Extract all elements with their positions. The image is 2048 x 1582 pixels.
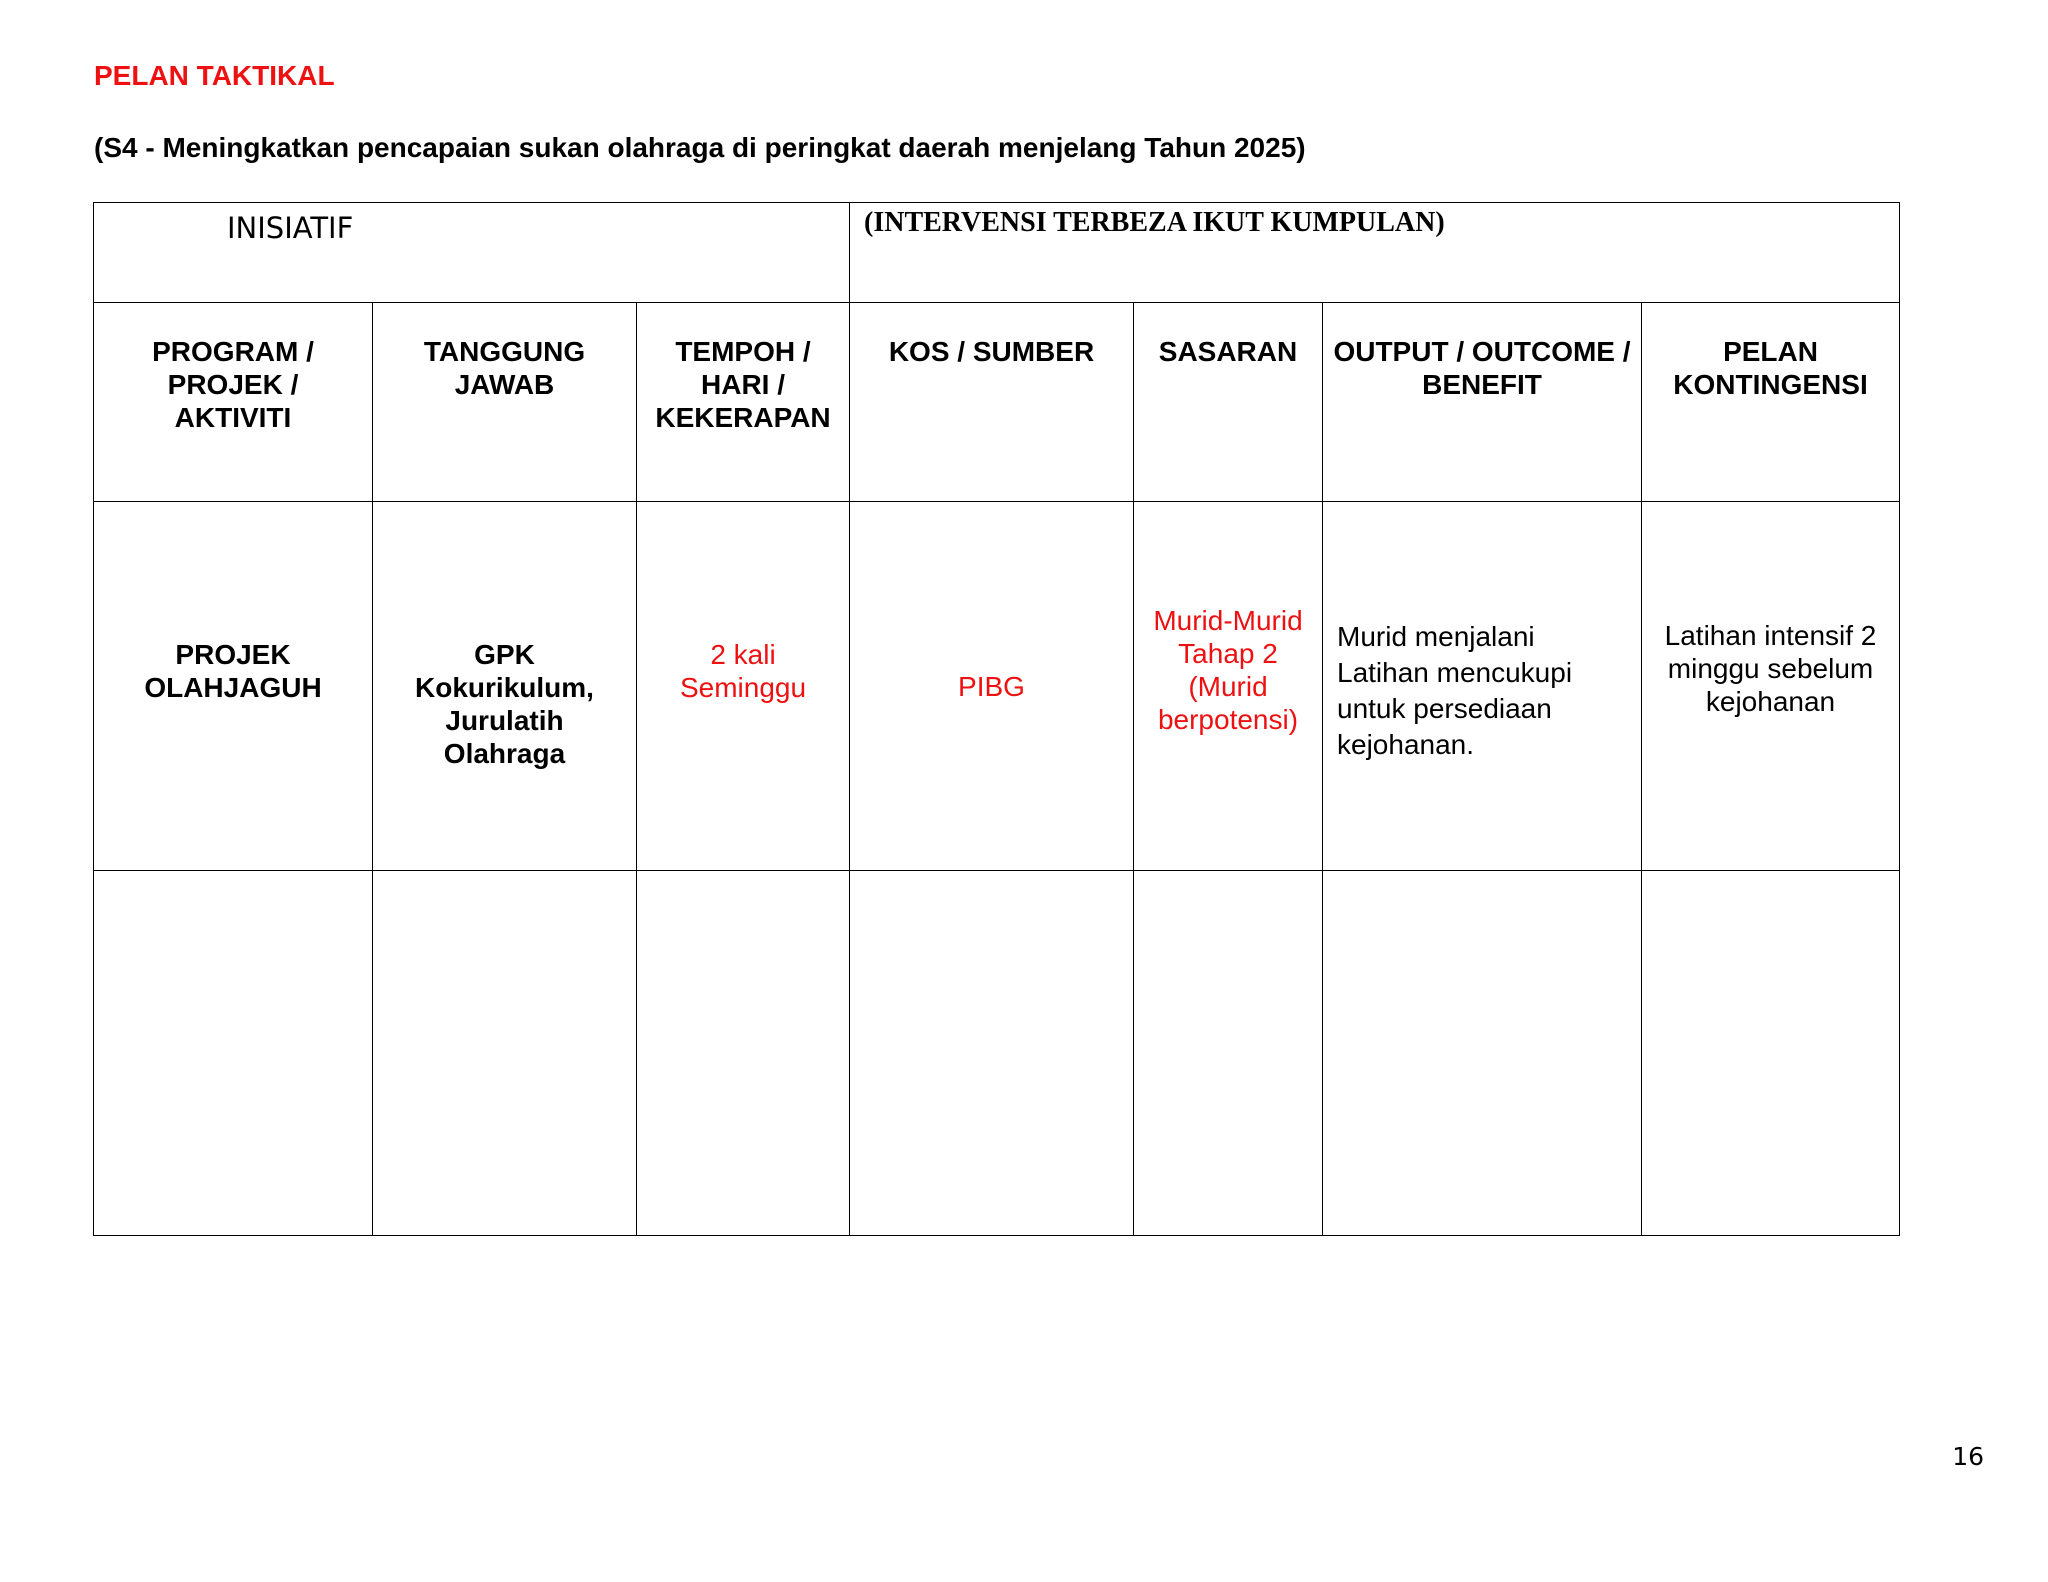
header-target-text: SASARAN: [1158, 336, 1298, 367]
intervention-label: (INTERVENSI TERBEZA IKUT KUMPULAN): [850, 203, 1900, 303]
cell-responsible-text: GPK Kokurikulum, Jurulatih Olahraga: [415, 639, 594, 769]
header-contingency-text: PELAN KONTINGENSI: [1673, 336, 1868, 400]
cell-empty: [1134, 871, 1323, 1236]
header-target: [1134, 303, 1323, 502]
cell-empty: [850, 871, 1134, 1236]
table-row: [94, 871, 1900, 1236]
header-output-text: OUTPUT / OUTCOME / BENEFIT: [1333, 336, 1631, 400]
tactical-plan-table: [93, 202, 1900, 1236]
header-program-text: PROGRAM / PROJEK / AKTIVITI: [152, 336, 314, 433]
document-title: PELAN TAKTIKAL: [94, 60, 335, 91]
cell-target: [1134, 502, 1323, 871]
cell-empty: [94, 871, 373, 1236]
cell-responsible: [373, 502, 637, 871]
header-program: [94, 303, 373, 502]
header-contingency: [1642, 303, 1900, 502]
initiative-row: [94, 203, 1900, 303]
cell-empty: [1642, 871, 1900, 1236]
cell-duration-text: 2 kali Seminggu: [679, 639, 807, 703]
table-row: [94, 502, 1900, 871]
page-number: 16: [1952, 1442, 1984, 1471]
document-subtitle: (S4 - Meningkatkan pencapaian sukan olahraga di peringkat daerah menjelang Tahun 2025): [94, 132, 1306, 163]
cell-empty: [637, 871, 850, 1236]
cell-program-text: PROJEK OLAHJAGUH: [144, 639, 322, 703]
header-responsible: [373, 303, 637, 502]
cell-duration: [637, 502, 850, 871]
cell-cost: [850, 502, 1134, 871]
initiative-label: INISIATIF: [94, 203, 850, 303]
header-cost-text: KOS / SUMBER: [888, 336, 1095, 367]
column-header-row: [94, 303, 1900, 502]
cell-cost-text: PIBG: [958, 670, 1025, 702]
cell-program: [94, 502, 373, 871]
cell-output: [1323, 502, 1642, 871]
cell-contingency: [1642, 502, 1900, 871]
cell-contingency-text: Latihan intensif 2 minggu sebelum kejohanan: [1664, 620, 1877, 717]
header-duration-text: TEMPOH / HARI / KEKERAPAN: [655, 336, 831, 433]
header-duration: [637, 303, 850, 502]
header-output: [1323, 303, 1642, 502]
header-responsible-text: TANGGUNG JAWAB: [423, 336, 586, 400]
cell-target-text: Murid-Murid Tahap 2 (Murid berpotensi): [1153, 605, 1303, 735]
cell-empty: [1323, 871, 1642, 1236]
cell-output-text: Murid menjalani Latihan mencukupi untuk persediaan kejohanan.: [1337, 621, 1573, 760]
header-cost: [850, 303, 1134, 502]
cell-empty: [373, 871, 637, 1236]
